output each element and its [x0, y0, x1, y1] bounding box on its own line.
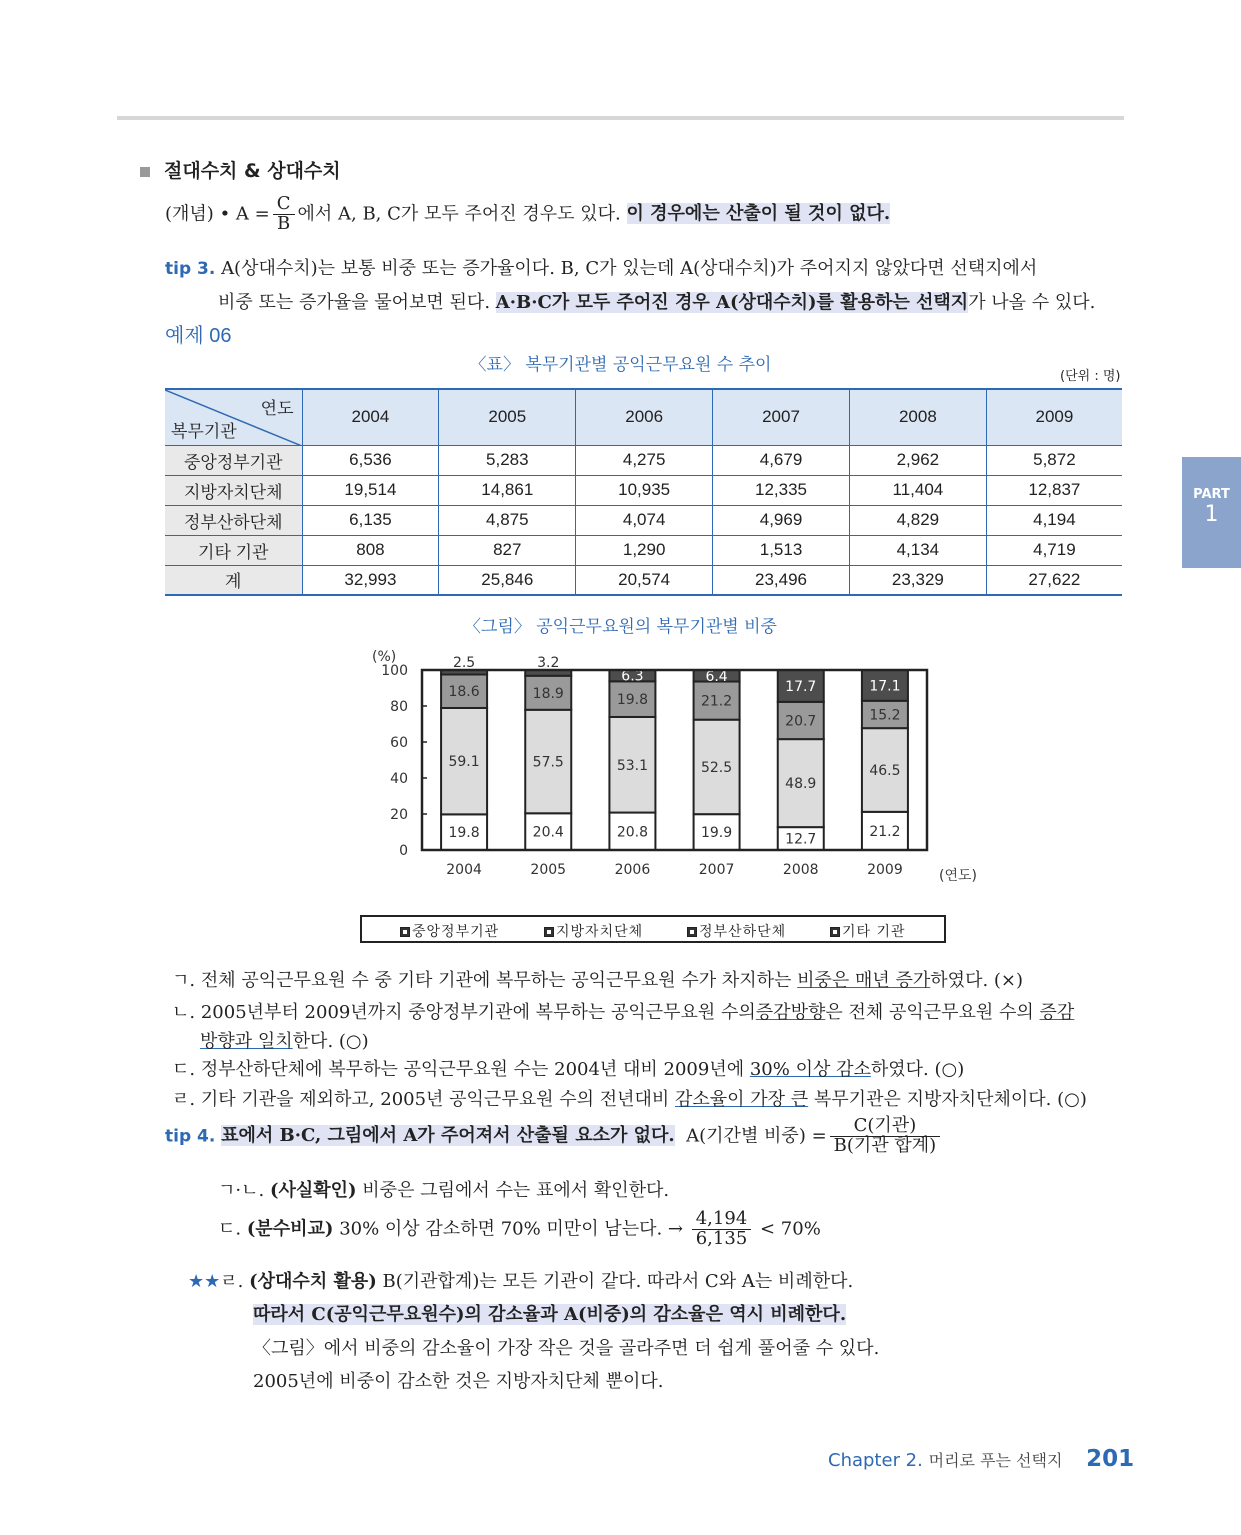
year-header: 2005: [439, 389, 576, 445]
statement-underline: 감소율이 가장 큰: [675, 1089, 809, 1110]
table-cell: 12,335: [713, 475, 850, 505]
concept-highlight: 이 경우에는 산출이 될 것이 없다.: [626, 203, 891, 225]
statement-underline: 증감: [1039, 1002, 1075, 1023]
page-footer: [828, 1446, 1134, 1472]
point-mark: ㄹ.: [220, 1271, 244, 1292]
part-label: PART: [1193, 487, 1230, 502]
point-tag: (사실확인): [269, 1180, 357, 1201]
data-label: 17.1: [869, 678, 901, 695]
point-tag: (분수비교): [246, 1218, 334, 1240]
table-cell: 4,275: [576, 445, 713, 475]
legend-item: [544, 921, 643, 941]
tip3-line2: [218, 288, 1095, 314]
table-cell: 4,875: [439, 505, 576, 535]
tip4-point-3-line2: [253, 1300, 846, 1326]
table-row: [165, 475, 1122, 505]
y-tick-label: 100: [381, 663, 408, 679]
table-corner-cell: [165, 389, 302, 445]
statement-mark: ㄱ.: [172, 970, 196, 991]
concept-text: 에서 A, B, C가 모두 주어진 경우도 있다.: [297, 203, 621, 225]
concept-formula: • A =: [219, 203, 270, 225]
statement-underline: 방향과 일치: [200, 1031, 293, 1052]
y-axis-label: (%): [372, 649, 397, 665]
data-label: 21.2: [700, 693, 733, 710]
x-tick-label: 2004: [446, 862, 482, 878]
statement-text: 2005년부터 2009년까지 중앙정부기관에 복무하는 공익근무요원 수의: [200, 1002, 756, 1023]
table-cell: 1,290: [576, 535, 713, 565]
table-title: 〈표〉 복무기관별 공익근무요원 수 추이: [469, 355, 772, 375]
table-unit: (단위 : 명): [1060, 369, 1121, 384]
point-mark: ㄱ·ㄴ.: [218, 1180, 265, 1201]
footer-title: 머리로 푸는 선택지: [928, 1451, 1063, 1470]
table-cell: 4,969: [713, 505, 850, 535]
data-label: 46.5: [869, 762, 901, 779]
concept-fraction: [273, 195, 295, 234]
tip4-highlight: 표에서 B·C, 그림에서 A가 주어져서 산출될 요소가 없다.: [221, 1125, 675, 1147]
concept-label: (개념): [165, 203, 214, 225]
data-label: 21.2: [869, 823, 901, 840]
square-bullet-icon: [140, 167, 150, 177]
legend-swatch-icon: [544, 927, 554, 937]
statement-4: [172, 1085, 1087, 1111]
table-cell: 23,329: [849, 565, 986, 595]
plot-frame: [422, 670, 927, 850]
corner-agency-label: 복무기관: [171, 421, 237, 441]
x-tick-label: 2005: [530, 862, 567, 878]
row-label: 지방자치단체: [165, 475, 302, 505]
tip3-highlight: A·B·C가 모두 주어진 경우 A(상대수치)를 활용하는 선택지: [495, 292, 969, 313]
tip4-formula: A(기간별 비중) =: [686, 1125, 827, 1147]
table-cell: 808: [302, 535, 439, 565]
data-label: 48.9: [785, 776, 817, 793]
tip3-text2b: 가 나올 수 있다.: [968, 292, 1096, 313]
y-tick-label: 60: [390, 735, 408, 751]
statement-underline: 30% 이상 감소: [749, 1059, 871, 1080]
point-mark: ㄷ.: [218, 1218, 242, 1240]
statement-2: [172, 998, 1074, 1024]
legend-label: 정부산하단체: [699, 924, 787, 940]
fraction-numerator: 4,194: [692, 1210, 752, 1230]
table-cell: 4,829: [849, 505, 986, 535]
footer-chapter: Chapter 2.: [828, 1450, 923, 1471]
statement-underline: 증감방향: [755, 1002, 826, 1023]
table-cell: 6,135: [302, 505, 439, 535]
table-cell: 827: [439, 535, 576, 565]
legend-label: 중앙정부기관: [412, 924, 500, 940]
data-label: 18.9: [532, 685, 564, 702]
data-label: 52.5: [700, 759, 733, 776]
tip3-text2a: 비중 또는 증가율을 물어보면 된다.: [218, 292, 491, 313]
table-cell: 4,074: [576, 505, 713, 535]
fraction-denominator: B(기관 합계): [833, 1134, 937, 1156]
statement-verdict: 한다. (○): [292, 1031, 369, 1052]
legend-label: 기타 기관: [842, 924, 906, 940]
data-label: 19.8: [616, 692, 649, 709]
x-tick-label: 2007: [698, 862, 735, 878]
tip3-label: tip 3.: [165, 259, 216, 279]
table-cell: 2,962: [849, 445, 986, 475]
row-label: 중앙정부기관: [165, 445, 302, 475]
statement-underline: 비중은 매년 증가: [797, 970, 931, 991]
table-cell: 4,194: [986, 505, 1122, 535]
point-fraction: [692, 1210, 752, 1249]
tip3-text1: A(상대수치)는 보통 비중 또는 증가율이다. B, C가 있는데 A(상대수치)가 주어지지 않았다면 선택지에서: [221, 258, 1038, 279]
statement-3: [172, 1055, 964, 1081]
legend-item: [400, 921, 499, 941]
legend-swatch-icon: [830, 927, 840, 937]
x-tick-label: 2006: [614, 862, 651, 878]
year-header: 2008: [849, 389, 986, 445]
statement-mark: ㄷ.: [172, 1059, 196, 1080]
figure-title: 〈그림〉 공익근무요원의 복무기관별 비중: [464, 617, 777, 637]
tip4-point-3-line4: 2005년에 비중이 감소한 것은 지방자치단체 뿐이다.: [253, 1371, 664, 1392]
tip4-label: tip 4.: [165, 1126, 216, 1147]
statement-text: 기타 기관을 제외하고, 2005년 공익근무요원 수의 전년대비: [200, 1089, 670, 1110]
statement-text: 은 전체 공익근무요원 수의: [825, 1002, 1034, 1023]
table-cell: 32,993: [302, 565, 439, 595]
legend-swatch-icon: [687, 927, 697, 937]
corner-year-label: 연도: [260, 399, 294, 418]
table-row: [165, 565, 1122, 595]
statement-2-cont: [200, 1027, 369, 1053]
fraction-numerator: C(기관): [830, 1117, 941, 1137]
data-label: 6.3: [621, 668, 644, 685]
data-label: 20.8: [616, 824, 649, 841]
point-text: 비중은 그림에서 수는 표에서 확인한다.: [362, 1180, 670, 1201]
statement-text: 전체 공익근무요원 수 중 기타 기관에 복무하는 공익근무요원 수가 차지하는: [200, 970, 792, 991]
table-row: [165, 445, 1122, 475]
table-cell: 19,514: [302, 475, 439, 505]
year-header: 2009: [986, 389, 1122, 445]
data-label: 12.7: [785, 831, 817, 848]
tip4-point-3: [188, 1267, 853, 1293]
data-label: 57.5: [532, 754, 564, 771]
row-label: 기타 기관: [165, 535, 302, 565]
tip4-point-2: [218, 1210, 821, 1249]
data-label: 53.1: [616, 757, 649, 774]
top-rule: [117, 116, 1124, 120]
fraction-denominator: B: [276, 212, 291, 234]
table-row: [165, 535, 1122, 565]
table-cell: 23,496: [713, 565, 850, 595]
fraction-denominator: 6,135: [695, 1227, 748, 1249]
table-header-row: [165, 389, 1122, 445]
data-label: 19.8: [448, 825, 480, 842]
table-cell: 4,134: [849, 535, 986, 565]
data-label: 2.5: [452, 655, 476, 671]
table-cell: 6,536: [302, 445, 439, 475]
table-cell: 12,837: [986, 475, 1122, 505]
data-label: 20.4: [532, 824, 564, 841]
x-axis-label: (연도): [939, 868, 977, 884]
data-label: 19.9: [700, 825, 733, 842]
statement-text: 정부산하단체에 복무하는 공익근무요원 수는 2004년 대비 2009년에: [200, 1059, 745, 1080]
section-title: 절대수치 & 상대수치: [164, 160, 341, 182]
section-heading: [140, 156, 341, 183]
tip4-point-1: [218, 1176, 669, 1202]
table-body: [165, 445, 1122, 595]
page-number: 201: [1086, 1446, 1135, 1472]
table-cell: 10,935: [576, 475, 713, 505]
x-tick-label: 2008: [782, 862, 819, 878]
row-label: 계: [165, 565, 302, 595]
point-highlight: 따라서 C(공익근무요원수)의 감소율과 A(비중)의 감소율은 역시 비례한다.: [253, 1304, 847, 1325]
row-label: 정부산하단체: [165, 505, 302, 535]
table-cell: 20,574: [576, 565, 713, 595]
year-header: 2004: [302, 389, 439, 445]
table-cell: 1,513: [713, 535, 850, 565]
statement-mark: ㄴ.: [172, 1002, 196, 1023]
table-cell: 11,404: [849, 475, 986, 505]
data-label: 20.7: [785, 713, 817, 730]
table-cell: 27,622: [986, 565, 1122, 595]
y-tick-label: 80: [390, 699, 408, 715]
example-label: 예제 06: [165, 325, 232, 347]
fraction-numerator: C: [273, 195, 295, 215]
legend-item: [687, 921, 786, 941]
part-number: 1: [1204, 502, 1219, 527]
statement-verdict: 하였다. (×): [930, 970, 1024, 991]
star-icon: ★★: [188, 1271, 221, 1292]
table-cell: 5,283: [439, 445, 576, 475]
statement-verdict: 복무기관은 지방자치단체이다. (○): [813, 1089, 1087, 1110]
point-tag: (상대수치 활용): [249, 1271, 377, 1292]
table-cell: 25,846: [439, 565, 576, 595]
tip4-line: [165, 1117, 943, 1156]
table-cell: 14,861: [439, 475, 576, 505]
part-side-tab[interactable]: [1182, 457, 1241, 568]
table-cell: 4,719: [986, 535, 1122, 565]
chart-legend: [360, 915, 946, 943]
y-tick-label: 0: [399, 843, 408, 859]
year-header: 2007: [713, 389, 850, 445]
concept-line: [165, 195, 890, 234]
data-table: [165, 388, 1122, 596]
stacked-bar-chart: [360, 645, 980, 890]
data-label: 3.2: [537, 655, 560, 671]
y-tick-label: 40: [390, 771, 408, 787]
point-text: 30% 이상 감소하면 70% 미만이 남는다. →: [339, 1218, 683, 1240]
table-row: [165, 505, 1122, 535]
legend-item: [830, 921, 906, 941]
legend-swatch-icon: [400, 927, 410, 937]
data-label: 6.4: [705, 668, 728, 685]
legend-label: 지방자치단체: [556, 924, 644, 940]
table-cell: 4,679: [713, 445, 850, 475]
point-comparison: < 70%: [760, 1218, 821, 1240]
data-label: 17.7: [785, 678, 817, 695]
table-cell: 5,872: [986, 445, 1122, 475]
statement-verdict: 하였다. (○): [870, 1059, 965, 1080]
tip3-line1: [165, 254, 1037, 280]
data-label: 59.1: [448, 754, 480, 771]
tip4-point-3-line3: 〈그림〉에서 비중의 감소율이 가장 작은 것을 골라주면 더 쉽게 풀어줄 수 있다.: [253, 1338, 880, 1359]
year-header: 2006: [576, 389, 713, 445]
statement-1: [172, 966, 1023, 992]
x-tick-label: 2009: [867, 862, 903, 878]
data-label: 15.2: [869, 707, 901, 724]
data-label: 18.6: [448, 684, 480, 701]
y-tick-label: 20: [390, 807, 408, 823]
statement-mark: ㄹ.: [172, 1089, 196, 1110]
point-text: B(기관합계)는 모든 기관이 같다. 따라서 C와 A는 비례한다.: [382, 1271, 854, 1292]
tip4-fraction: [830, 1117, 941, 1156]
